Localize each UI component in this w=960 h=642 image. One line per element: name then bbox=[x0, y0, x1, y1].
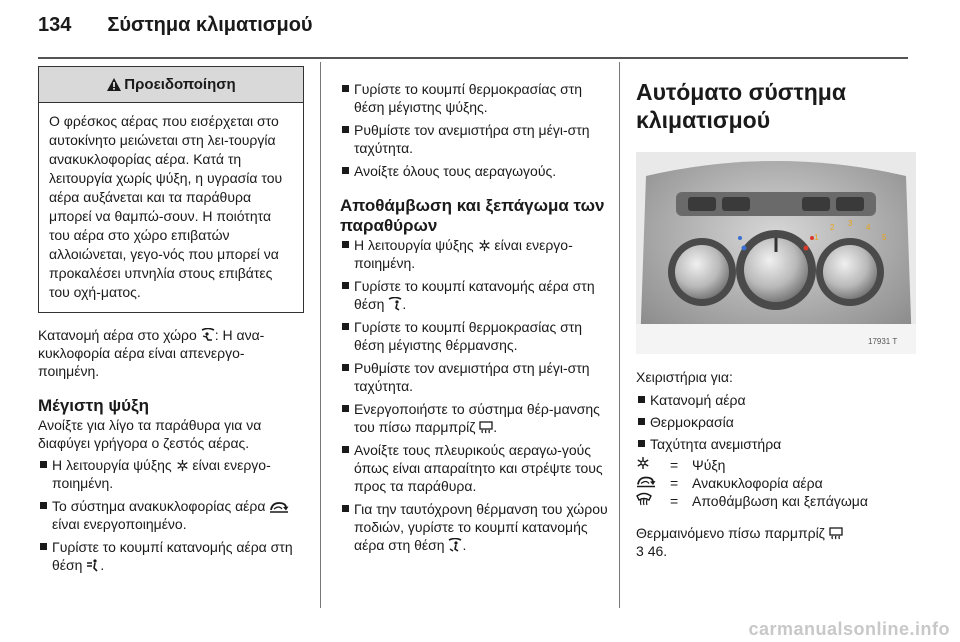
column-1 bbox=[38, 66, 304, 574]
list-item-text: Για την ταυτόχρονη θέρμανση του χώρου ποδιών, γυρίστε το κουμπί κατανομής αέρα στη θέση bbox=[354, 501, 608, 553]
list-item: Θερμοκρασία bbox=[636, 413, 916, 431]
column-divider-2 bbox=[619, 62, 620, 608]
list-item bbox=[38, 456, 304, 492]
auto-climate-title: Αυτόματο σύστημα κλιματισμού bbox=[636, 79, 846, 133]
legend-text: Ανακυκλοφορία αέρα bbox=[692, 475, 823, 491]
page-number: 134 bbox=[38, 14, 72, 36]
list-item: Ρυθμίστε τον ανεμιστήρα στη μέγι-στη ταχύτητα. bbox=[340, 121, 608, 157]
list-item-text: Η λειτουργία ψύξης bbox=[52, 457, 172, 473]
list-item-text: . bbox=[100, 557, 105, 573]
warning-triangle-icon bbox=[106, 77, 122, 92]
list-item: Γυρίστε το κουμπί θερμοκρασίας στη θέση μέγιστης ψύξης. bbox=[340, 80, 608, 116]
page-header bbox=[38, 14, 313, 44]
rear-window-heating-icon bbox=[479, 421, 493, 434]
recirculation-icon bbox=[269, 501, 289, 513]
watermark: carmanualsonline.info bbox=[748, 619, 950, 639]
reference-arrow-icon: 3 bbox=[636, 543, 644, 559]
warning-box bbox=[38, 66, 304, 313]
warning-text: Ο φρέσκος αέρας που εισέρχεται στο αυτοκίνητο μειώνεται στη λει-τουργία ανακυκλοφορίας αέρα. Κατά τη λειτουργία χωρίς ψύξη, η υγρασία του αέρα αυξάνεται και τα παράθυρα μπορεί να θαμπώ-σουν. Η ποιότητα του αέρα στο χώρο επιβατών αλλοιώνεται, γεγο-νός που μπορεί να προκαλέσει υπνηλία στους επιβάτες του οχή-ματος. bbox=[49, 113, 283, 300]
svg-text:5: 5 bbox=[882, 233, 887, 242]
reference-page: 46. bbox=[647, 543, 668, 559]
legend-eq: = bbox=[670, 457, 679, 473]
rear-heat-text: Θερμαινόμενο πίσω παρμπρίζ bbox=[636, 525, 825, 541]
column-3 bbox=[636, 78, 916, 560]
legend-row bbox=[636, 474, 868, 492]
list-item-text: είναι ενεργο-ποιημένη. bbox=[354, 237, 573, 271]
legend-row bbox=[636, 492, 868, 510]
list-item: Γυρίστε το κουμπί θερμοκρασίας στη θέση μέγιστης θέρμανσης. bbox=[340, 318, 608, 354]
svg-text:4: 4 bbox=[866, 223, 871, 232]
svg-text:1: 1 bbox=[814, 233, 819, 242]
list-item: Ανοίξτε τους πλευρικούς αεραγω-γούς όπως είναι απαραίτητο και στρέψτε τους προς τα παράθυρα. bbox=[340, 441, 608, 495]
air-distribution-note-end: : Η ανα-κυκλοφορία αέρα είναι απενεργο-ποιημένη. bbox=[38, 327, 265, 379]
list-item bbox=[38, 497, 304, 533]
defrost-list bbox=[340, 236, 608, 554]
list-item bbox=[340, 277, 608, 313]
rear-window-heating-icon bbox=[829, 527, 843, 540]
list-item: Ανοίξτε όλους τους αεραγωγούς. bbox=[340, 162, 608, 180]
windscreen-vent-icon bbox=[388, 297, 402, 311]
warning-heading-text: Προειδοποίηση bbox=[124, 76, 236, 93]
list-item-text: Γυρίστε το κουμπί κατανομής αέρα στη θέση bbox=[52, 539, 293, 573]
column-2 bbox=[340, 80, 608, 554]
list-item bbox=[340, 400, 608, 436]
svg-text:3: 3 bbox=[848, 219, 853, 228]
footwell-windscreen-icon bbox=[201, 328, 215, 342]
rear-heat-note bbox=[636, 524, 916, 542]
page-title: Σύστημα κλιματισμού bbox=[107, 14, 313, 36]
climate-control-photo bbox=[636, 152, 916, 354]
legend-row bbox=[636, 456, 868, 474]
list-item-text: Το σύστημα ανακυκλοφορίας αέρα bbox=[52, 498, 266, 514]
list-item-text: Ενεργοποιήστε το σύστημα θέρ-μανσης του πίσω παρμπρίζ bbox=[354, 401, 600, 435]
footwell-windscreen-icon bbox=[448, 538, 462, 552]
max-cooling-title: Μέγιστη ψύξη bbox=[38, 396, 149, 415]
climate-panel-illustration bbox=[636, 152, 916, 354]
page-reference[interactable] bbox=[636, 542, 916, 560]
max-cooling-list-continued bbox=[340, 80, 608, 180]
header-rule bbox=[38, 57, 908, 59]
warning-heading bbox=[39, 67, 303, 103]
column-divider-1 bbox=[320, 62, 321, 608]
controls-label: Χειριστήρια για: bbox=[636, 369, 733, 385]
list-item bbox=[340, 236, 608, 272]
list-item-text: είναι ενεργοποιημένο. bbox=[52, 516, 187, 532]
list-item-text: είναι ενεργο-ποιημένη. bbox=[52, 457, 271, 491]
list-item: Ταχύτητα ανεμιστήρα bbox=[636, 435, 916, 453]
list-item-text: . bbox=[493, 419, 498, 435]
list-item-text: . bbox=[402, 296, 407, 312]
legend-eq: = bbox=[670, 475, 679, 491]
legend-text: Ψύξη bbox=[692, 457, 726, 473]
photo-code: 17931 T bbox=[868, 337, 898, 346]
air-distribution-note-start: Κατανομή αέρα στο χώρο bbox=[38, 327, 197, 343]
recirculation-icon bbox=[636, 475, 656, 488]
snowflake-icon bbox=[636, 456, 650, 470]
legend-text: Αποθάμβωση και ξεπάγωμα bbox=[692, 493, 868, 509]
list-item-text: Η λειτουργία ψύξης bbox=[354, 237, 474, 253]
list-item-text: . bbox=[462, 537, 467, 553]
defrost-icon bbox=[636, 492, 652, 506]
max-cooling-intro: Ανοίξτε για λίγο τα παράθυρα για να διαφύγει γρήγορα ο ζεστός αέρας. bbox=[38, 417, 262, 451]
legend-eq: = bbox=[670, 493, 679, 509]
controls-list bbox=[636, 391, 916, 453]
snowflake-icon bbox=[176, 459, 189, 472]
svg-text:2: 2 bbox=[830, 223, 835, 232]
face-level-vent-icon bbox=[86, 558, 100, 572]
list-item bbox=[340, 500, 608, 554]
symbol-legend bbox=[636, 456, 868, 510]
list-item-text: Γυρίστε το κουμπί κατανομής αέρα στη θέση bbox=[354, 278, 595, 312]
defrost-title: Αποθάμβωση και ξεπάγωμα των παραθύρων bbox=[340, 196, 605, 235]
max-cooling-list bbox=[38, 456, 304, 574]
snowflake-icon bbox=[478, 239, 491, 252]
air-distribution-note bbox=[38, 326, 304, 380]
list-item: Κατανομή αέρα bbox=[636, 391, 916, 409]
list-item bbox=[38, 538, 304, 574]
list-item: Ρυθμίστε τον ανεμιστήρα στη μέγι-στη ταχύτητα. bbox=[340, 359, 608, 395]
